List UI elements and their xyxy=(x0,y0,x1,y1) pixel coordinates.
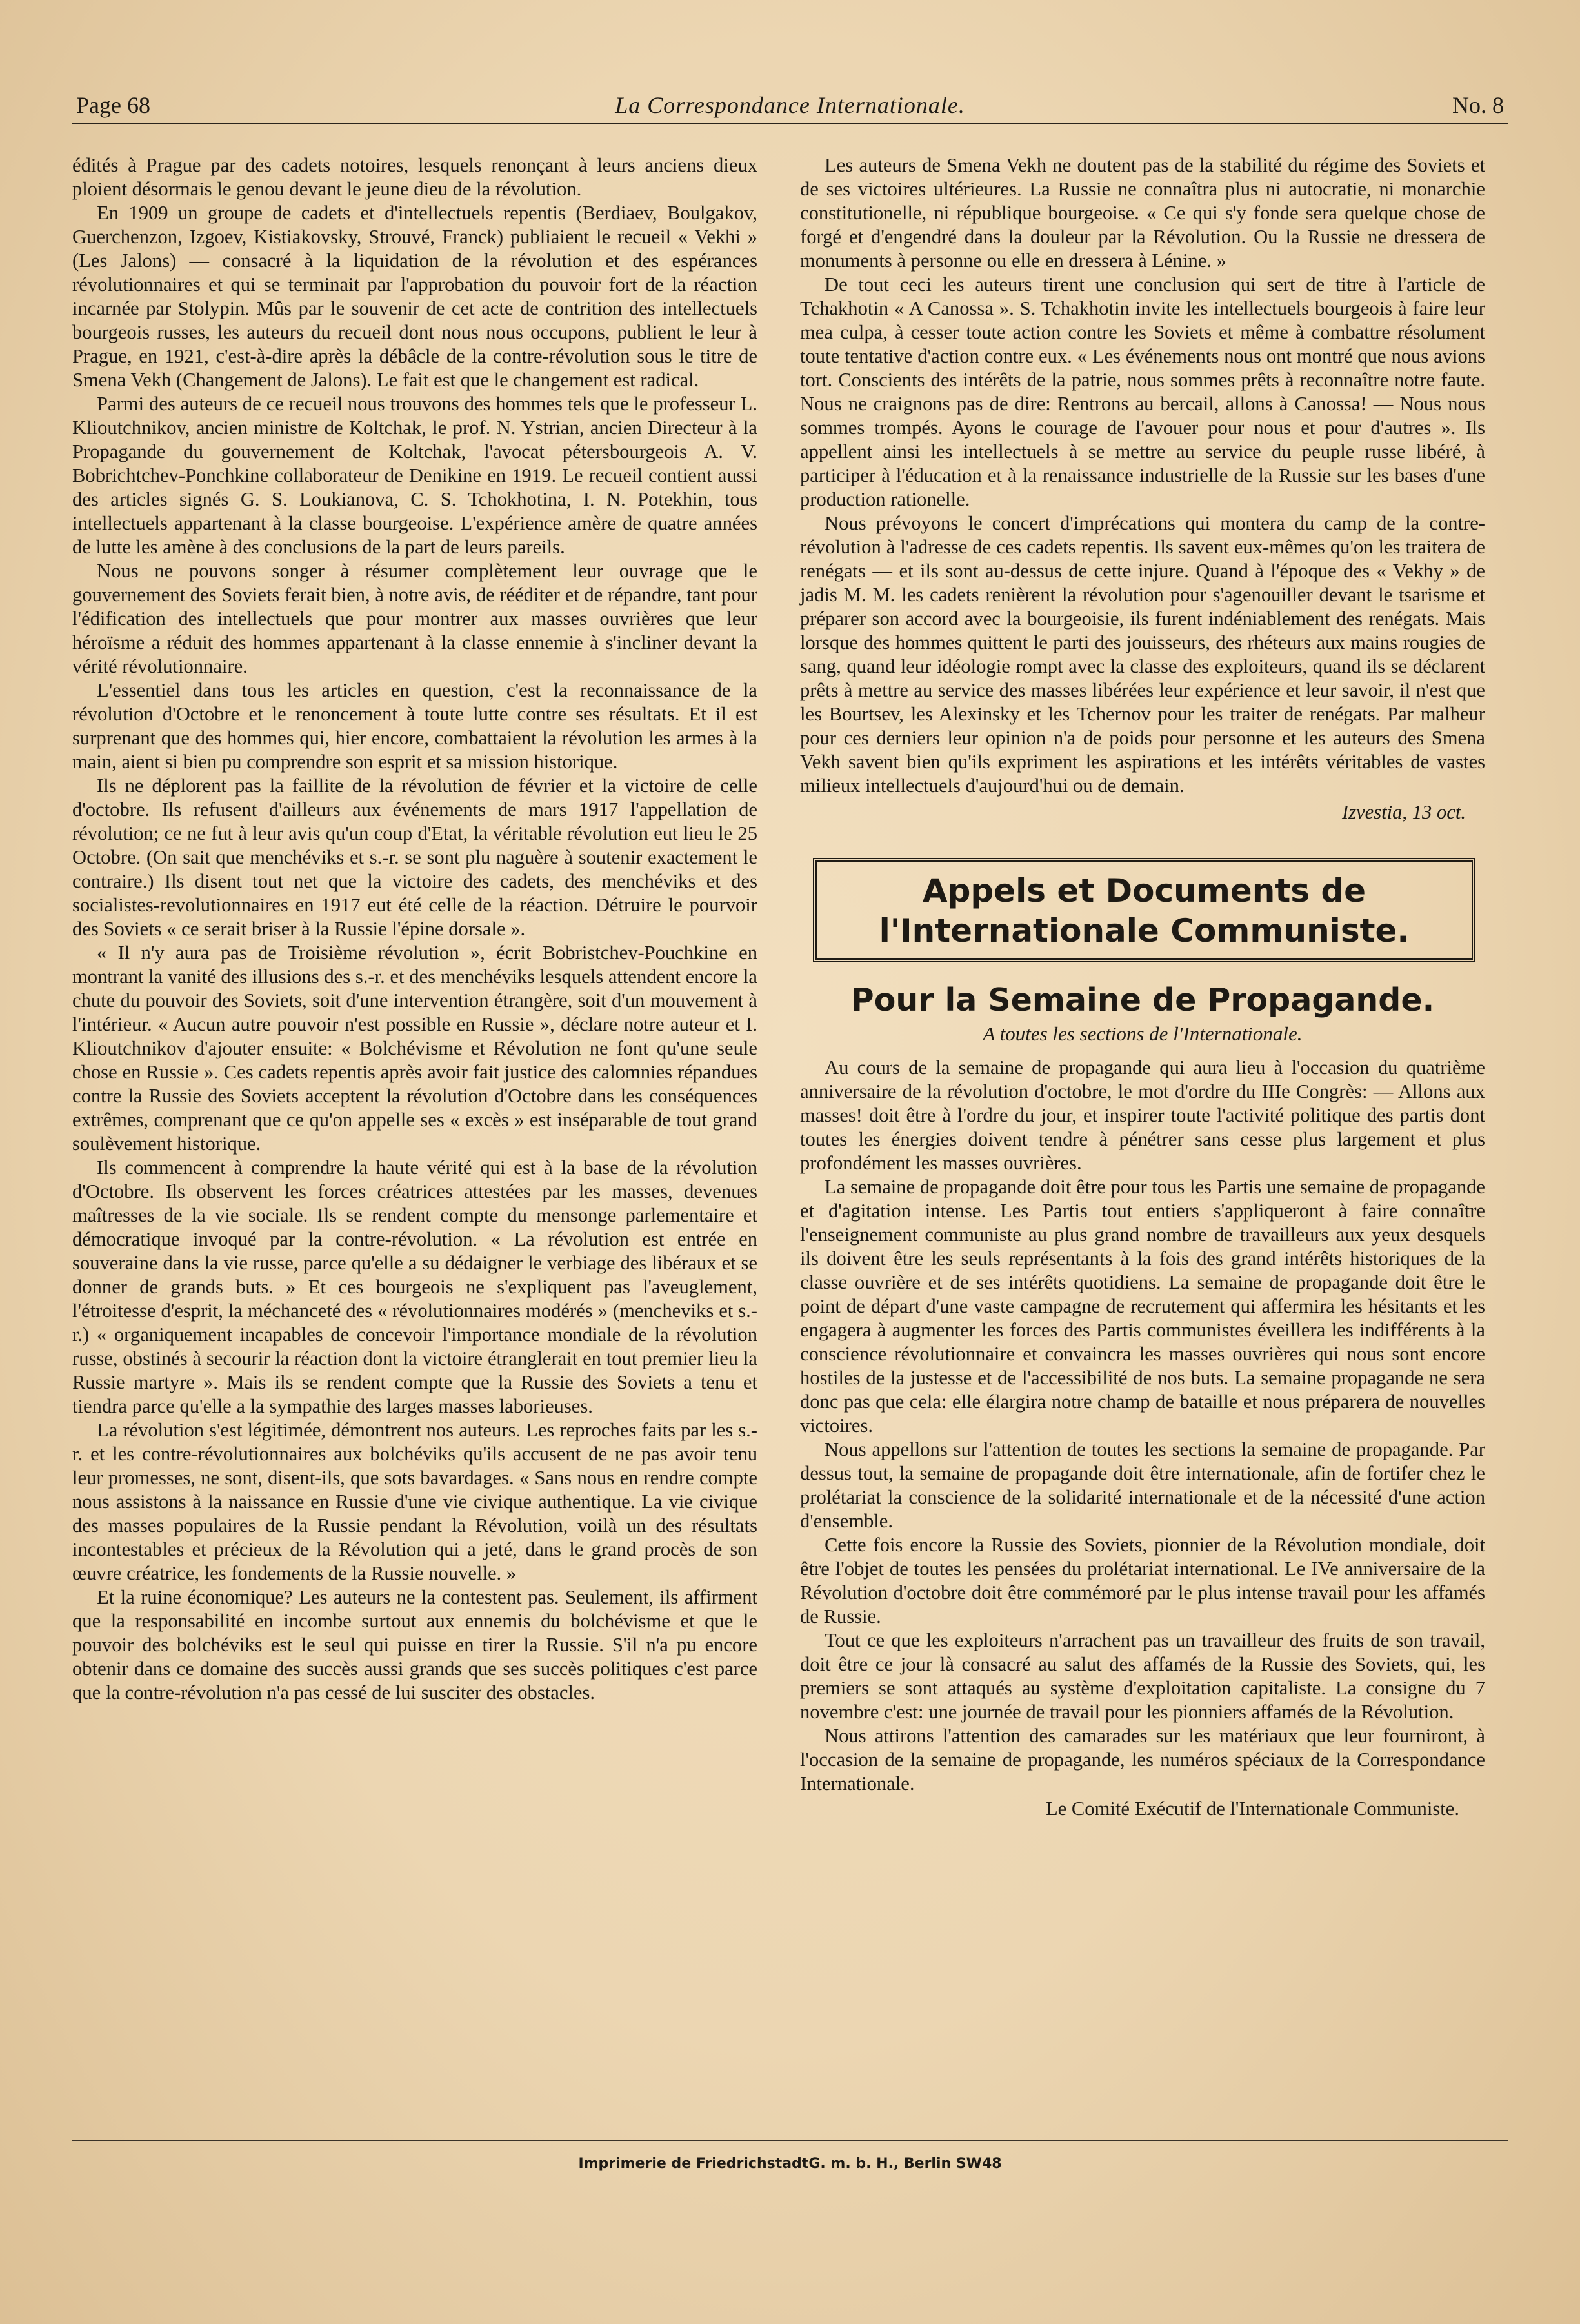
paragraph: Et la ruine économique? Les auteurs ne la contestent pas. Seulement, ils affirment que la responsabilité en incombe surtout aux ennemis du bolchévisme et que le pouvoir des bolchéviks est le seul qui puisse en tirer la Russie. S'il n'a pu encore obtenir dans ce domaine des succès aussi grands que ses succès politiques c'est parce que la contre-révolution n'a pas cessé de lui susciter des obstacles. xyxy=(72,1586,757,1703)
source-attribution: Izvestia, 13 oct. xyxy=(1341,801,1466,823)
paragraph: Nous prévoyons le concert d'imprécations qui montera du camp de la contre-révolution à l'adresse de ces cadets repentis. Ils savent eux-mêmes qu'on les traitera de renégats — et ils sont au-dessus de cette injure. Quand à l'époque des « Vekhy » de jadis M. M. les cadets renièrent la révolution pour s'agenouiller devant le tsarisme et préparer son accord avec la bourgeoisie, ils furent indéniablement des renégats. Mais lorsque des hommes quittent le parti des jouisseurs, des rhéteurs aux mains rougies de sang, quand leur idéologie rompt avec la classe des exploiteurs, quand ils se déclarent prêts à mettre au service des masses libérées leur expérience et leur savoir, il n'est que les Bourtsev, les Alexinsky et les Tchernov pour les traiter de renégats. Par malheur pour ces derniers leur opinion n'a de poids pour personne et les auteurs des Smena Vekh savent bien qu'ils expriment les aspirations et les intérêts véritables de vastes milieux intellectuels d'aujourd'hui ou de demain. xyxy=(800,512,1485,797)
issue-number: No. 8 xyxy=(1452,92,1504,118)
box-title-line: l'Internationale Communiste. xyxy=(879,912,1410,949)
paragraph: Cette fois encore la Russie des Soviets, pionnier de la Révolution mondiale, doit être l'objet de toutes les pensées du prolétariat international. Le IVe anniversaire de la Révolution d'octobre doit être commémoré par le plus intense travail pour les affamés de Russie. xyxy=(800,1534,1485,1627)
paragraph: Les auteurs de Smena Vekh ne doutent pas de la stabilité du régime des Soviets et de ses victoires ultérieures. La Russie ne connaîtra plus ni autocratie, ni monarchie constitutionelle, ni république bourgeoise. « Ce qui s'y fonde sera quelque chose de forgé et d'engendré dans la douleur par la Révolution. Ou la Russie ne dressera de monuments à personne ou elle en dressera à Lénine. » xyxy=(800,154,1485,272)
paragraph: Nous appellons sur l'attention de toutes les sections la semaine de propagande. Par dessus tout, la semaine de propagande doit être internationale, afin de fortifer chez le prolétariat la conscience de la solidarité internationale et de la nécessité d'une action d'ensemble. xyxy=(800,1438,1485,1532)
page-number: Page 68 xyxy=(76,92,150,118)
paragraph: Ils commencent à comprendre la haute vérité qui est à la base de la révolution d'Octobre. Ils observent les forces créatrices attestées par les masses, devenues maîtresses de la vie sociale. Ils se rendent compte du mensonge parlementaire et démocratique invoqué par la contre-révolution. « La révolution est entrée en souveraine dans la vie russe, parce qu'elle a su dédaigner le verbiage des libéraux et se donner de grands buts. » Et ces bourgeois ne s'expliquent pas l'aveuglement, l'étroitesse d'esprit, la méchanceté des « révolutionnaires modérés » (mencheviks et s.-r.) « organiquement incapables de concevoir l'importance mondiale de la révolution russe, obstinés à secourir la réaction dont la victoire étranglerait en tout premier lieu la Russie martyre ». Mais ils se rendent compte que la Russie des Soviets a tenu et tiendra parce qu'elle a la sympathie des larges masses laborieuses. xyxy=(72,1157,757,1417)
appeal-subtitle: A toutes les sections de l'Internationale. xyxy=(983,1022,1303,1045)
left-column xyxy=(72,154,757,1705)
printer-imprint: Imprimerie de FriedrichstadtG. m. b. H., Berlin SW48 xyxy=(578,2156,1002,2172)
right-column xyxy=(800,154,1485,1821)
paragraph: Nous ne pouvons songer à résumer complètement leur ouvrage que le gouvernement des Soviets ferait bien, à notre avis, de rééditer et de répandre, tant pour l'édification des intellectuels que pour montrer aux masses ouvrières que leur héroïsme a réduit des hommes appartenant à la classe ennemie à s'incliner devant la vérité révolutionnaire. xyxy=(72,560,757,677)
paragraph: édités à Prague par des cadets notoires, lesquels renonçant à leurs anciens dieux ploient désormais le genou devant le jeune dieu de la révolution. xyxy=(72,154,757,200)
paragraph: L'essentiel dans tous les articles en question, c'est la reconnaissance de la révolution d'Octobre et le renoncement à toute lutte contre ses résultats. Et il est surprenant que des hommes qui, hier encore, combattaient la révolution les armes à la main, aient si bien pu comprendre son esprit et sa mission historique. xyxy=(72,679,757,773)
appeal-signature: Le Comité Exécutif de l'Internationale Communiste. xyxy=(1045,1798,1459,1820)
paragraph: Parmi des auteurs de ce recueil nous trouvons des hommes tels que le professeur L. Klioutchnikov, ancien ministre de Koltchak, le prof. N. Ystrian, ancien Directeur à la Propagande du gouvernement de Koltchak, l'avocat pétersbourgeois A. V. Bobrichtchev-Ponchkine collaborateur de Denikine en 1919. Le recueil contient aussi des articles signés G. S. Loukianova, C. S. Tchokhotina, I. N. Potekhin, tous intellectuels appartenant à la classe bourgeoise. L'expérience amère de quatre années de lutte les amène à des conclusions de la part de leurs pareils. xyxy=(72,393,757,558)
appeal-title: Pour la Semaine de Propagande. xyxy=(850,982,1435,1018)
paragraph: En 1909 un groupe de cadets et d'intellectuels repentis (Berdiaev, Boulgakov, Guerchenzon, Izgoev, Kistiakovsky, Strouvé, Franck) publiaient le recueil « Vekhi » (Les Jalons) — consacré à la liquidation de la révolution et des espérances révolutionnaires et qui se terminait par l'approbation du pouvoir fort de la réaction incarnée par Stolypin. Mûs par le souvenir de cet acte de contrition des intellectuels bourgeois russes, les auteurs du recueil dont nous nous occupons, publient le leur à Prague, en 1921, c'est-à-dire après la débâcle de la contre-révolution sous le titre de Smena Vekh (Changement de Jalons). Le fait est que le changement est radical. xyxy=(72,202,757,391)
paragraph: Au cours de la semaine de propagande qui aura lieu à l'occasion du quatrième anniversaire de la révolution d'octobre, le mot d'ordre du IIIe Congrès: — Allons aux masses! doit être à l'ordre du jour, et inspirer toute l'activité politique des partis dont toutes les énergies doivent tendre à pénétrer sans cesse plus largement et plus profondément les masses ouvrières. xyxy=(800,1057,1485,1174)
paragraph: Tout ce que les exploiteurs n'arrachent pas un travailleur des fruits de son travail, doit être ce jour là consacré au salut des affamés de la Russie des Soviets, qui, les premiers se sont attaqués au système d'exploitation capitaliste. La consigne du 7 novembre c'est: une journée de travail pour les pionniers affamés de la Révolution. xyxy=(800,1629,1485,1723)
paragraph: Nous attirons l'attention des camarades sur les matériaux que leur fourniront, à l'occasion de la semaine de propagande, les numéros spéciaux de la Correspondance Internationale. xyxy=(800,1725,1485,1794)
paragraph: La semaine de propagande doit être pour tous les Partis une semaine de propagande et d'agitation intense. Les Partis tout entiers s'appliqueront à faire connaître l'enseignement communiste au plus grand nombre de travailleurs aux yeux desquels ils doivent être les seuls représentants à la fois des grand intérêts historiques de la classe ouvrière et de ses intérêts quotidiens. La semaine de propagande doit être le point de départ d'une vaste campagne de recrutement qui affermira les hésitants et les engagera à augmenter les forces des Partis communistes éveillera les indifférents à la conscience révolutionnaire et convaincra les masses ouvrières qui nous sont encore hostiles de la justesse et de l'accessibilité de nos buts. La semaine propagande ne sera donc pas que cela: elle élargira notre champ de bataille et nous préparera de nouvelles victoires. xyxy=(800,1176,1485,1436)
paragraph: Ils ne déplorent pas la faillite de la révolution de février et la victoire de celle d'octobre. Ils refusent d'ailleurs aux événements de mars 1917 l'appellation de révolution; ce ne fut à leur avis qu'un coup d'Etat, la véritable révolution eut lieu le 25 Octobre. (On sait que menchéviks et s.-r. se sont plu naguère à soutenir exactement le contraire.) Ils disent tout net que la victoire des cadets, des menchéviks et des socialistes-revolutionnaires en 1917 eut été celle de la réaction. Détruire le pourvoir des Soviets « ce serait briser à la Russie l'épine dorsale ». xyxy=(72,775,757,940)
box-title-line: Appels et Documents de xyxy=(922,872,1366,909)
section-box-title xyxy=(813,858,1475,962)
footer-rule xyxy=(72,2140,1508,2141)
paragraph: De tout ceci les auteurs tirent une conclusion qui sert de titre à l'article de Tchakhotin « A Canossa ». S. Tchakhotin invite les intellectuels bourgeois à faire leur mea culpa, à cesser toute action contre les Soviets et même à combattre résolument toute tentative d'action contre eux. « Les événements nous ont montré que nous avions tort. Conscients des intérêts de la patrie, nous sommes prêts à reconnaître notre faute. Nous ne craignons pas de dire: Rentrons au bercail, allons à Canossa! — Nous nous sommes trompés. Ayons le courage de l'avouer pour nous et pour d'autres ». Ils appellent ainsi les intellectuels à se mettre au service du peuple russe libéré, à participer à l'éducation et à la renaissance industrielle de la Russie sur les bases d'une production rationelle. xyxy=(800,273,1485,510)
page-header xyxy=(72,83,1508,124)
paragraph: « Il n'y aura pas de Troisième révolution », écrit Bobristchev-Pouchkine en montrant la vanité des illusions des s.-r. et des menchéviks lesquels attendent encore la chute du pouvoir des Soviets, soit d'une intervention étrangère, soit d'un mouvement à l'intérieur. « Aucun autre pouvoir n'est possible en Russie », déclare notre auteur et I. Klioutchnikov d'ajouter ensuite: « Bolchévisme et Révolution ne font qu'une seule chose en Russie ». Ces cadets repentis après avoir fait justice des calomnies répandues contre la Russie des Soviets acceptent la révolution d'Octobre dans les conséquences extrêmes, comprenant que ce qu'on appelle ses « excès » est inséparable de tout grand soulèvement historique. xyxy=(72,942,757,1155)
paragraph: La révolution s'est légitimée, démontrent nos auteurs. Les reproches faits par les s.-r. et les contre-révolutionnaires aux bolchéviks qu'ils accusent de ne pas avoir tenu leur promesses, ne sont, disent-ils, que sots bavardages. « Sans nous en rendre compte nous assistons à la naissance en Russie d'une vie civique authentique. La vie civique des masses populaires de la Russie pendant la Révolution, voilà un des résultats incontestables et précieux de la Révolution qui a jeté, dans le grand procès de son œuvre créatrice, les fondements de la Russie nouvelle. » xyxy=(72,1419,757,1584)
publication-title: La Correspondance Internationale. xyxy=(615,92,965,118)
